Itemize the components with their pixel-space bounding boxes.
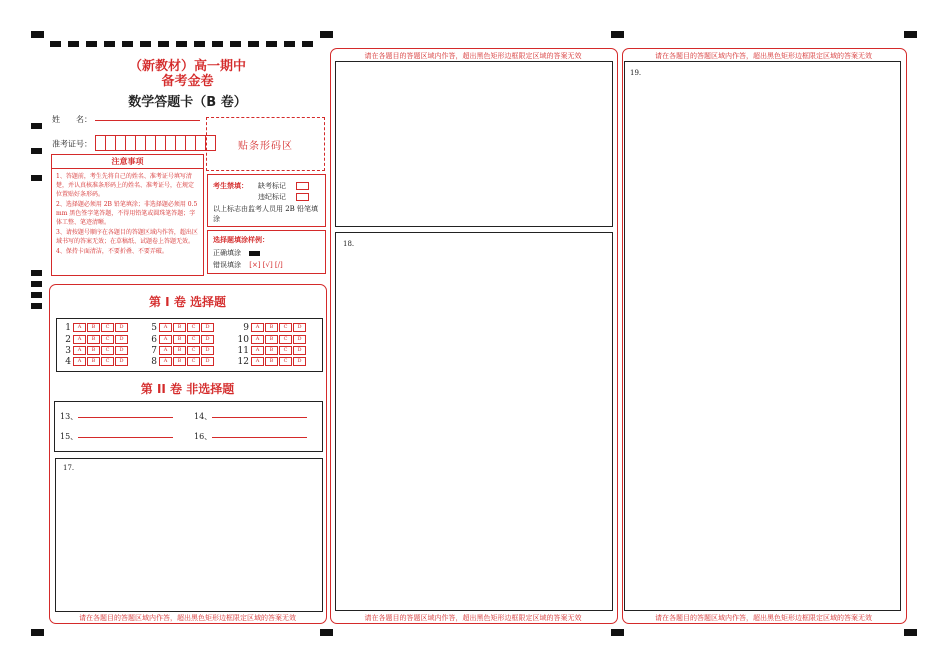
timing-mark [904,629,917,636]
name-field[interactable] [95,119,200,121]
blank-13[interactable]: 13、 [60,411,173,422]
name-label: 姓 名： [52,115,92,124]
section1-title: 第 I 卷 选择题 [149,295,226,309]
violation-row [258,192,309,202]
mc-question-row[interactable]: 12 A B C D [237,357,307,367]
wrong-label: 错误填涂 [213,261,241,269]
mc-question-row[interactable]: 5 A B C D [145,323,215,333]
answer-area-17[interactable] [55,458,323,612]
notes-title: 注意事项 [52,155,203,169]
timing-mark [31,148,42,154]
answer-area-19[interactable] [624,61,901,611]
mc-question-row[interactable]: 1 A B C D [59,323,129,333]
fill-sample-title: 选择题填涂样例： [213,236,269,244]
answer-area-18[interactable] [335,232,613,611]
blank-15[interactable]: 15、 [60,431,173,442]
exam-title: （新教材）高一期中 [128,59,246,74]
timing-mark [31,292,42,298]
timing-mark [31,303,42,309]
answer-area-continued[interactable] [335,61,613,227]
correct-row [213,248,260,258]
note-item: 3、请按题号顺序在各题目的答题区域内作答，超出区域书写的答案无效；在草稿纸、试题卷上答题无效。 [56,229,198,245]
note-item: 2、选择题必须用 2B 铅笔填涂；非选择题必须用 0.5 mm 黑色签字笔答题，不得用铅笔或圆珠笔答题；字体工整、笔迹清晰。 [56,201,198,226]
timing-mark [320,31,333,38]
wrong-row [213,260,283,270]
timing-mark [904,31,917,38]
forbidden-label: 考生禁填： [213,182,248,190]
area-note: 请在各题目的答题区域内作答，超出黑色矩形边框限定区域的答案无效 [364,614,582,622]
blank-14[interactable]: 14、 [194,411,307,422]
timing-mark [31,123,42,129]
mc-question-row[interactable]: 10 A B C D [237,335,307,345]
area-note: 请在各题目的答题区域内作答，超出黑色矩形边框限定区域的答案无效 [364,52,582,60]
wrong-examples: [×] [√] [/] [249,261,283,269]
timing-mark [320,629,333,636]
area-note: 请在各题目的答题区域内作答，超出黑色矩形边框限定区域的答案无效 [655,52,872,60]
barcode-label: 贴条形码区 [238,140,293,152]
timing-mark [611,629,624,636]
timing-mark [31,629,44,636]
q19-label: 19. [630,69,642,77]
area-note: 请在各题目的答题区域内作答，超出黑色矩形边框限定区域的答案无效 [655,614,872,622]
area-note: 请在各题目的答题区域内作答，超出黑色矩形边框限定区域的答案无效 [79,614,296,622]
timing-mark [31,31,44,38]
timing-mark [31,281,42,287]
id-digit-boxes[interactable] [95,144,215,153]
mc-question-row[interactable]: 4 A B C D [59,357,129,367]
absent-box[interactable] [296,182,309,190]
absent-label: 缺考标记 [258,182,286,190]
id-row [52,135,215,153]
correct-label: 正确填涂 [213,249,241,257]
mc-question-row[interactable]: 8 A B C D [145,357,215,367]
violation-box[interactable] [296,193,309,201]
exam-subtitle: 备考金卷 [161,74,214,89]
filled-sample-icon [249,251,260,256]
timing-mark [611,31,624,38]
mc-question-row[interactable]: 6 A B C D [145,335,215,345]
forbidden-note: 以上标志由监考人员用 2B 铅笔填涂 [213,205,319,223]
violation-label: 违纪标记 [258,193,286,201]
fill-blank-box [54,401,323,452]
section2-title: 第 II 卷 非选择题 [140,382,235,396]
timing-mark [31,175,42,181]
note-item: 4、保持卡面清洁，不要折叠、不要弄破。 [56,248,168,255]
q18-label: 18. [343,240,355,248]
name-row [52,114,200,125]
mc-question-row[interactable]: 3 A B C D [59,346,129,356]
forbidden-box [207,174,326,227]
id-label: 准考证号： [52,139,92,149]
blank-16[interactable]: 16、 [194,431,307,442]
notes-box [51,154,204,276]
timing-mark [31,270,42,276]
mc-question-row[interactable]: 9 A B C D [237,323,307,333]
barcode-area [206,117,325,171]
mc-question-row[interactable]: 2 A B C D [59,335,129,345]
q17-label: 17. [63,464,75,472]
absent-row [258,181,309,191]
mc-question-row[interactable]: 11 A B C D [237,346,307,356]
note-item: 1、答题前，考生先将自己的姓名、准考证号填写清楚，并认真核准条形码上的姓名、准考证号，在规定位置贴好条形码。 [56,173,195,198]
fill-sample-box [207,230,326,274]
card-title: 数学答题卡（B 卷） [128,95,247,110]
mc-question-row[interactable]: 7 A B C D [145,346,215,356]
